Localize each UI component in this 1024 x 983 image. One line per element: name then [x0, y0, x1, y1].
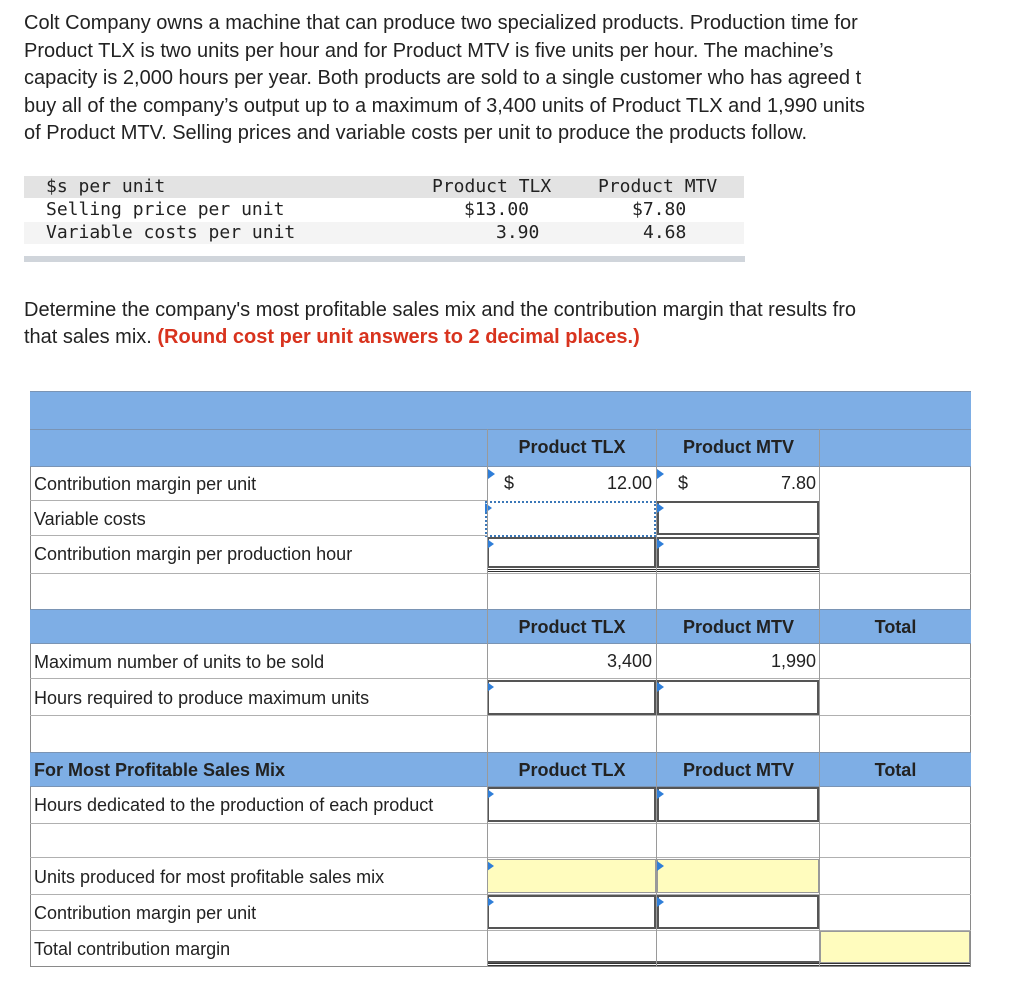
row-divider [30, 715, 971, 716]
problem-line: buy all of the company’s output up to a maximum of 3,400 units of Product TLX and 1,990 units [24, 94, 865, 117]
total-cm-tlx-input[interactable] [487, 931, 656, 963]
row-label-hours-dedicated: Hours dedicated to the production of each product [34, 795, 434, 815]
input-marker-icon [487, 861, 494, 871]
given-header-tlx: Product TLX [432, 176, 552, 197]
double-underline [487, 569, 819, 572]
hours-dedicated-mtv-input[interactable] [657, 787, 819, 822]
given-header-label: $s per unit [46, 176, 166, 197]
problem-line: Colt Company owns a machine that can produce two specialized products. Production time for [24, 12, 858, 34]
row-label-cm-per-unit-2: Contribution margin per unit [34, 903, 257, 923]
total-cm-total-input[interactable] [820, 931, 970, 963]
section3-col-total: Total [874, 760, 917, 780]
input-marker-icon [657, 469, 664, 479]
row-label-variable-costs: Variable costs [34, 509, 146, 529]
row-label-cm-per-hour: Contribution margin per production hour [34, 544, 353, 564]
question-text [24, 297, 1024, 351]
units-produced-tlx-input[interactable] [487, 859, 656, 893]
cm-per-unit-mtv-prefix: $ [678, 473, 689, 493]
variable-costs-tlx-input[interactable] [485, 501, 656, 537]
variable-costs-mtv-input[interactable] [657, 501, 819, 535]
row-divider [30, 535, 487, 536]
row-label-cm-per-unit: Contribution margin per unit [34, 474, 257, 494]
section2-col-total: Total [874, 617, 917, 637]
section3-col-mtv: Product MTV [683, 760, 794, 780]
max-units-mtv-value: 1,990 [770, 651, 816, 671]
hours-dedicated-tlx-input[interactable] [487, 787, 656, 822]
section2-col-tlx: Product TLX [518, 617, 626, 637]
cm-per-unit-mtv-value[interactable]: 7.80 [780, 473, 816, 493]
question-line-1: Determine the company's most profitable sales mix and the contribution margin that results fro [24, 299, 856, 321]
row-label-max-units: Maximum number of units to be sold [34, 652, 325, 672]
input-marker-icon [487, 682, 494, 692]
cm-per-hour-tlx-input[interactable] [487, 537, 656, 568]
total-cm-mtv-input[interactable] [657, 931, 819, 963]
input-marker-icon [487, 539, 494, 549]
given-row-selling-price [24, 199, 744, 221]
given-tlx-value: 3.90 [496, 222, 540, 243]
rounding-instruction: (Round cost per unit answers to 2 decimal places.) [157, 326, 640, 348]
row-label-units-produced: Units produced for most profitable sales mix [34, 867, 385, 887]
input-marker-icon [657, 503, 664, 513]
given-tlx-value: $13.00 [464, 199, 530, 220]
section3-title: For Most Profitable Sales Mix [34, 760, 286, 780]
row-divider [30, 678, 971, 679]
cm-per-hour-mtv-input[interactable] [657, 537, 819, 568]
input-marker-icon [487, 789, 494, 799]
input-marker-icon [657, 789, 664, 799]
question-line-2 [24, 324, 1024, 351]
given-mtv-value: 4.68 [643, 222, 687, 243]
question-line-2-text: that sales mix. [24, 326, 158, 348]
given-header-row [24, 176, 744, 198]
problem-line: Product TLX is two units per hour and for Product MTV is five units per hour. The machine’s [24, 39, 834, 62]
given-row-label: Selling price per unit [46, 199, 285, 220]
section3-col-tlx: Product TLX [518, 760, 626, 780]
cm-per-unit-2-tlx-input[interactable] [487, 895, 656, 929]
row-divider [30, 500, 487, 501]
cm-per-unit-tlx-value[interactable]: 12.00 [606, 473, 652, 493]
row-divider [30, 573, 971, 574]
section1-col-mtv: Product MTV [683, 437, 794, 457]
column-divider [487, 429, 488, 967]
cm-per-unit-2-mtv-input[interactable] [657, 895, 819, 929]
answer-table [30, 391, 971, 967]
input-marker-icon [657, 897, 664, 907]
input-marker-icon [657, 682, 664, 692]
problem-statement [24, 10, 1024, 148]
row-label-total-cm: Total contribution margin [34, 939, 231, 959]
column-divider [819, 429, 820, 967]
given-row-variable-costs [24, 222, 744, 244]
max-units-tlx-value: 3,400 [606, 651, 652, 671]
given-row-label: Variable costs per unit [46, 222, 296, 243]
table-divider [24, 256, 745, 262]
answer-table-top-band [30, 391, 971, 431]
input-marker-icon [487, 897, 494, 907]
row-divider [30, 857, 971, 858]
row-label-hours-required: Hours required to produce maximum units [34, 688, 370, 708]
input-marker-icon [657, 539, 664, 549]
input-marker-icon [488, 469, 495, 479]
units-produced-mtv-input[interactable] [657, 859, 819, 893]
double-underline [487, 963, 970, 966]
hours-required-mtv-input[interactable] [657, 680, 819, 715]
hours-required-tlx-input[interactable] [487, 680, 656, 715]
problem-line: capacity is 2,000 hours per year. Both products are sold to a single customer who has agreed t [24, 67, 862, 89]
column-divider [656, 429, 657, 967]
input-marker-icon [657, 861, 664, 871]
cm-per-unit-tlx-prefix: $ [504, 473, 515, 493]
section2-col-mtv: Product MTV [683, 617, 794, 637]
given-mtv-value: $7.80 [632, 199, 687, 220]
section1-col-tlx: Product TLX [518, 437, 626, 457]
problem-line: of Product MTV. Selling prices and variable costs per unit to produce the products follow. [24, 122, 808, 144]
given-header-mtv: Product MTV [598, 176, 718, 197]
row-divider [30, 823, 971, 824]
